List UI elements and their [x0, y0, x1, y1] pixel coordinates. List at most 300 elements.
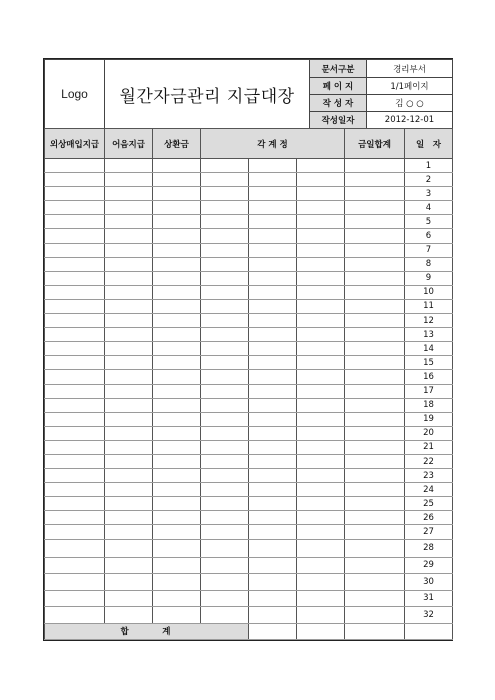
day-number: 25 [405, 497, 453, 511]
entry-cell[interactable] [153, 314, 201, 328]
table-row [45, 285, 453, 299]
entry-cell[interactable] [153, 215, 201, 229]
entry-cell[interactable] [153, 328, 201, 342]
entry-cell[interactable] [45, 574, 105, 591]
table-row [45, 497, 453, 511]
entry-cell[interactable] [45, 173, 105, 187]
day-number: 2 [405, 173, 453, 187]
entry-cell[interactable] [105, 525, 153, 539]
entry-cell[interactable] [249, 271, 297, 285]
entry-cell[interactable] [201, 557, 249, 574]
entry-cell[interactable] [297, 469, 345, 483]
entry-cell[interactable] [153, 285, 201, 299]
entry-cell[interactable] [249, 454, 297, 468]
table-row [45, 607, 453, 624]
entry-cell[interactable] [153, 271, 201, 285]
entry-cell[interactable] [105, 187, 153, 201]
entry-cell[interactable] [201, 285, 249, 299]
total-cell[interactable] [405, 623, 453, 639]
day-number: 30 [405, 574, 453, 591]
entry-cell[interactable] [105, 412, 153, 426]
col-header-daily-total: 금일합계 [345, 129, 405, 159]
entry-cell[interactable] [297, 412, 345, 426]
entry-cell[interactable] [249, 328, 297, 342]
entry-cell[interactable] [201, 469, 249, 483]
entry-cell[interactable] [345, 398, 405, 412]
table-row [45, 412, 453, 426]
entry-cell[interactable] [345, 454, 405, 468]
entry-cell[interactable] [201, 370, 249, 384]
entry-cell[interactable] [153, 426, 201, 440]
entry-cell[interactable] [105, 454, 153, 468]
entry-cell[interactable] [45, 412, 105, 426]
entry-cell[interactable] [345, 483, 405, 497]
entry-cell[interactable] [153, 173, 201, 187]
entry-cell[interactable] [45, 187, 105, 201]
entry-cell[interactable] [153, 299, 201, 313]
entry-cell[interactable] [153, 201, 201, 215]
entry-cell[interactable] [201, 497, 249, 511]
entry-cell[interactable] [297, 539, 345, 557]
entry-cell[interactable] [105, 159, 153, 173]
entry-cell[interactable] [153, 257, 201, 271]
total-cell[interactable] [297, 623, 345, 639]
day-number: 8 [405, 257, 453, 271]
entry-cell[interactable] [345, 384, 405, 398]
entry-cell[interactable] [249, 243, 297, 257]
day-number: 5 [405, 215, 453, 229]
entry-cell[interactable] [45, 299, 105, 313]
entry-cell[interactable] [345, 607, 405, 624]
entry-cell[interactable] [45, 497, 105, 511]
entry-cell[interactable] [45, 342, 105, 356]
day-number: 29 [405, 557, 453, 574]
entry-cell[interactable] [105, 607, 153, 624]
entry-cell[interactable] [249, 356, 297, 370]
entry-cell[interactable] [105, 384, 153, 398]
entry-cell[interactable] [297, 215, 345, 229]
entry-cell[interactable] [105, 285, 153, 299]
entry-cell[interactable] [297, 356, 345, 370]
entry-cell[interactable] [153, 557, 201, 574]
field-label-author: 작 성 자 [310, 95, 367, 112]
table-row [45, 483, 453, 497]
entry-cell[interactable] [297, 173, 345, 187]
entry-cell[interactable] [297, 426, 345, 440]
entry-cell[interactable] [345, 314, 405, 328]
entry-cell[interactable] [249, 469, 297, 483]
entry-cell[interactable] [201, 483, 249, 497]
day-number: 15 [405, 356, 453, 370]
entry-cell[interactable] [297, 201, 345, 215]
entry-cell[interactable] [345, 159, 405, 173]
entry-cell[interactable] [297, 574, 345, 591]
entry-cell[interactable] [345, 257, 405, 271]
entry-cell[interactable] [249, 370, 297, 384]
entry-cell[interactable] [297, 497, 345, 511]
table-row [45, 314, 453, 328]
field-label-date: 작성일자 [310, 112, 367, 129]
entry-cell[interactable] [45, 328, 105, 342]
entry-cell[interactable] [153, 607, 201, 624]
entry-cell[interactable] [153, 454, 201, 468]
entry-cell[interactable] [45, 398, 105, 412]
entry-cell[interactable] [105, 370, 153, 384]
entry-cell[interactable] [345, 342, 405, 356]
entry-cell[interactable] [249, 285, 297, 299]
ledger-sheet [43, 58, 453, 641]
entry-cell[interactable] [345, 328, 405, 342]
table-row [45, 454, 453, 468]
day-number: 28 [405, 539, 453, 557]
table-row [45, 440, 453, 454]
entry-cell[interactable] [201, 342, 249, 356]
entry-cell[interactable] [201, 201, 249, 215]
entry-cell[interactable] [297, 557, 345, 574]
day-number: 21 [405, 440, 453, 454]
entry-cell[interactable] [297, 271, 345, 285]
entry-cell[interactable] [249, 299, 297, 313]
entry-cell[interactable] [153, 574, 201, 591]
entry-cell[interactable] [105, 173, 153, 187]
field-label-page: 페 이 지 [310, 78, 367, 95]
entry-cell[interactable] [45, 454, 105, 468]
total-cell[interactable] [345, 623, 405, 639]
entry-cell[interactable] [45, 201, 105, 215]
entry-cell[interactable] [297, 590, 345, 607]
entry-cell[interactable] [45, 525, 105, 539]
entry-cell[interactable] [249, 574, 297, 591]
entry-cell[interactable] [45, 511, 105, 525]
field-value-author: 김 ○ ○ [367, 95, 453, 112]
entry-cell[interactable] [201, 574, 249, 591]
table-row [45, 574, 453, 591]
table-row [45, 328, 453, 342]
entry-cell[interactable] [45, 426, 105, 440]
entry-cell[interactable] [345, 201, 405, 215]
entry-cell[interactable] [345, 215, 405, 229]
entry-cell[interactable] [105, 557, 153, 574]
entry-cell[interactable] [45, 440, 105, 454]
entry-cell[interactable] [345, 574, 405, 591]
total-cell[interactable] [249, 623, 297, 639]
entry-cell[interactable] [105, 328, 153, 342]
entry-cell[interactable] [105, 483, 153, 497]
day-number: 10 [405, 285, 453, 299]
entry-cell[interactable] [105, 314, 153, 328]
entry-cell[interactable] [105, 356, 153, 370]
entry-cell[interactable] [249, 497, 297, 511]
table-row [45, 590, 453, 607]
entry-cell[interactable] [249, 342, 297, 356]
entry-cell[interactable] [153, 525, 201, 539]
entry-cell[interactable] [45, 285, 105, 299]
entry-cell[interactable] [45, 257, 105, 271]
entry-cell[interactable] [249, 483, 297, 497]
entry-cell[interactable] [345, 412, 405, 426]
entry-cell[interactable] [201, 539, 249, 557]
entry-cell[interactable] [105, 271, 153, 285]
table-row [45, 159, 453, 173]
entry-cell[interactable] [249, 215, 297, 229]
entry-cell[interactable] [201, 257, 249, 271]
entry-cell[interactable] [201, 173, 249, 187]
entry-cell[interactable] [105, 215, 153, 229]
entry-cell[interactable] [297, 607, 345, 624]
entry-cell[interactable] [297, 314, 345, 328]
entry-cell[interactable] [153, 342, 201, 356]
table-row [45, 257, 453, 271]
entry-cell[interactable] [249, 440, 297, 454]
day-number: 26 [405, 511, 453, 525]
entry-cell[interactable] [201, 454, 249, 468]
entry-cell[interactable] [297, 370, 345, 384]
entry-cell[interactable] [153, 229, 201, 243]
entry-cell[interactable] [249, 525, 297, 539]
entry-cell[interactable] [153, 483, 201, 497]
day-number: 1 [405, 159, 453, 173]
entry-cell[interactable] [201, 398, 249, 412]
entry-cell[interactable] [297, 159, 345, 173]
entry-cell[interactable] [249, 412, 297, 426]
table-row [45, 229, 453, 243]
entry-cell[interactable] [201, 243, 249, 257]
table-row [45, 426, 453, 440]
entry-cell[interactable] [297, 328, 345, 342]
entry-cell[interactable] [153, 469, 201, 483]
entry-cell[interactable] [105, 243, 153, 257]
table-row [45, 187, 453, 201]
entry-cell[interactable] [105, 426, 153, 440]
entry-cell[interactable] [45, 271, 105, 285]
entry-cell[interactable] [153, 590, 201, 607]
entry-cell[interactable] [45, 370, 105, 384]
table-row [45, 370, 453, 384]
entry-cell[interactable] [105, 398, 153, 412]
day-number: 31 [405, 590, 453, 607]
entry-cell[interactable] [249, 314, 297, 328]
entry-cell[interactable] [153, 159, 201, 173]
entry-cell[interactable] [249, 398, 297, 412]
entry-cell[interactable] [153, 187, 201, 201]
entry-cell[interactable] [345, 229, 405, 243]
entry-cell[interactable] [297, 398, 345, 412]
table-row [45, 525, 453, 539]
entry-cell[interactable] [105, 342, 153, 356]
entry-cell[interactable] [345, 173, 405, 187]
field-label-doc-type: 문서구분 [310, 60, 367, 78]
entry-cell[interactable] [105, 511, 153, 525]
entry-cell[interactable] [45, 557, 105, 574]
entry-cell[interactable] [153, 384, 201, 398]
entry-cell[interactable] [153, 356, 201, 370]
col-header-date: 일 자 [405, 129, 453, 159]
entry-cell[interactable] [153, 440, 201, 454]
entry-cell[interactable] [345, 590, 405, 607]
day-number: 24 [405, 483, 453, 497]
day-number: 6 [405, 229, 453, 243]
entry-cell[interactable] [345, 356, 405, 370]
entry-cell[interactable] [105, 299, 153, 313]
entry-cell[interactable] [297, 187, 345, 201]
entry-cell[interactable] [249, 384, 297, 398]
entry-cell[interactable] [297, 440, 345, 454]
day-number: 9 [405, 271, 453, 285]
entry-cell[interactable] [153, 497, 201, 511]
entry-cell[interactable] [201, 590, 249, 607]
day-number: 19 [405, 412, 453, 426]
entry-cell[interactable] [105, 229, 153, 243]
table-row [45, 299, 453, 313]
entry-cell[interactable] [153, 243, 201, 257]
entry-cell[interactable] [153, 511, 201, 525]
entry-cell[interactable] [45, 539, 105, 557]
entry-cell[interactable] [249, 557, 297, 574]
entry-cell[interactable] [201, 159, 249, 173]
entry-cell[interactable] [249, 187, 297, 201]
table-row [45, 469, 453, 483]
entry-cell[interactable] [297, 454, 345, 468]
entry-cell[interactable] [45, 356, 105, 370]
table-row [45, 215, 453, 229]
entry-cell[interactable] [297, 285, 345, 299]
entry-cell[interactable] [249, 173, 297, 187]
entry-cell[interactable] [345, 497, 405, 511]
entry-cell[interactable] [345, 539, 405, 557]
entry-cell[interactable] [45, 215, 105, 229]
entry-cell[interactable] [345, 557, 405, 574]
entry-cell[interactable] [297, 342, 345, 356]
entry-cell[interactable] [45, 314, 105, 328]
entry-cell[interactable] [249, 590, 297, 607]
entry-cell[interactable] [201, 215, 249, 229]
entry-cell[interactable] [345, 243, 405, 257]
entry-cell[interactable] [297, 384, 345, 398]
field-value-doc-type: 경리부서 [367, 60, 453, 78]
entry-cell[interactable] [249, 201, 297, 215]
day-number: 20 [405, 426, 453, 440]
entry-cell[interactable] [201, 525, 249, 539]
entry-cell[interactable] [45, 483, 105, 497]
entry-cell[interactable] [105, 257, 153, 271]
table-row [45, 201, 453, 215]
entry-cell[interactable] [249, 511, 297, 525]
entry-cell[interactable] [45, 607, 105, 624]
entry-cell[interactable] [201, 384, 249, 398]
entry-cell[interactable] [45, 243, 105, 257]
entry-cell[interactable] [249, 607, 297, 624]
field-value-date: 2012-12-01 [367, 112, 453, 129]
entry-cell[interactable] [201, 328, 249, 342]
entry-cell[interactable] [45, 469, 105, 483]
entry-cell[interactable] [153, 539, 201, 557]
day-number: 32 [405, 607, 453, 624]
entry-cell[interactable] [201, 314, 249, 328]
entry-cell[interactable] [345, 299, 405, 313]
entry-cell[interactable] [105, 469, 153, 483]
table-row [45, 557, 453, 574]
entry-cell[interactable] [153, 370, 201, 384]
table-row [45, 384, 453, 398]
entry-cell[interactable] [201, 229, 249, 243]
entry-cell[interactable] [201, 187, 249, 201]
entry-cell[interactable] [153, 398, 201, 412]
ledger-body [45, 159, 453, 640]
entry-cell[interactable] [345, 469, 405, 483]
ledger-table [44, 128, 453, 640]
entry-cell[interactable] [249, 539, 297, 557]
entry-cell[interactable] [297, 243, 345, 257]
entry-cell[interactable] [201, 299, 249, 313]
table-row [45, 342, 453, 356]
entry-cell[interactable] [297, 511, 345, 525]
entry-cell[interactable] [345, 525, 405, 539]
entry-cell[interactable] [45, 229, 105, 243]
entry-cell[interactable] [201, 440, 249, 454]
entry-cell[interactable] [45, 159, 105, 173]
day-number: 16 [405, 370, 453, 384]
entry-cell[interactable] [105, 497, 153, 511]
entry-cell[interactable] [201, 511, 249, 525]
entry-cell[interactable] [249, 229, 297, 243]
entry-cell[interactable] [201, 412, 249, 426]
entry-cell[interactable] [201, 607, 249, 624]
entry-cell[interactable] [45, 590, 105, 607]
entry-cell[interactable] [105, 539, 153, 557]
entry-cell[interactable] [345, 440, 405, 454]
entry-cell[interactable] [345, 187, 405, 201]
logo-placeholder: Logo [45, 60, 105, 129]
entry-cell[interactable] [297, 483, 345, 497]
day-number: 17 [405, 384, 453, 398]
entry-cell[interactable] [249, 426, 297, 440]
entry-cell[interactable] [105, 440, 153, 454]
entry-cell[interactable] [345, 285, 405, 299]
table-row [45, 539, 453, 557]
document-title: 월간자금관리 지급대장 [105, 60, 310, 129]
entry-cell[interactable] [345, 426, 405, 440]
day-number: 18 [405, 398, 453, 412]
entry-cell[interactable] [345, 271, 405, 285]
entry-cell[interactable] [105, 574, 153, 591]
table-row [45, 243, 453, 257]
entry-cell[interactable] [201, 271, 249, 285]
entry-cell[interactable] [297, 299, 345, 313]
entry-cell[interactable] [45, 384, 105, 398]
entry-cell[interactable] [345, 511, 405, 525]
entry-cell[interactable] [201, 426, 249, 440]
entry-cell[interactable] [153, 412, 201, 426]
table-row [45, 356, 453, 370]
day-number: 23 [405, 469, 453, 483]
day-number: 7 [405, 243, 453, 257]
entry-cell[interactable] [249, 257, 297, 271]
day-number: 27 [405, 525, 453, 539]
entry-cell[interactable] [297, 257, 345, 271]
day-number: 3 [405, 187, 453, 201]
entry-cell[interactable] [201, 356, 249, 370]
entry-cell[interactable] [345, 370, 405, 384]
day-number: 22 [405, 454, 453, 468]
entry-cell[interactable] [297, 229, 345, 243]
entry-cell[interactable] [297, 525, 345, 539]
entry-cell[interactable] [105, 590, 153, 607]
entry-cell[interactable] [249, 159, 297, 173]
total-label: 합 계 [45, 623, 249, 639]
table-row [45, 173, 453, 187]
entry-cell[interactable] [105, 201, 153, 215]
day-number: 4 [405, 201, 453, 215]
